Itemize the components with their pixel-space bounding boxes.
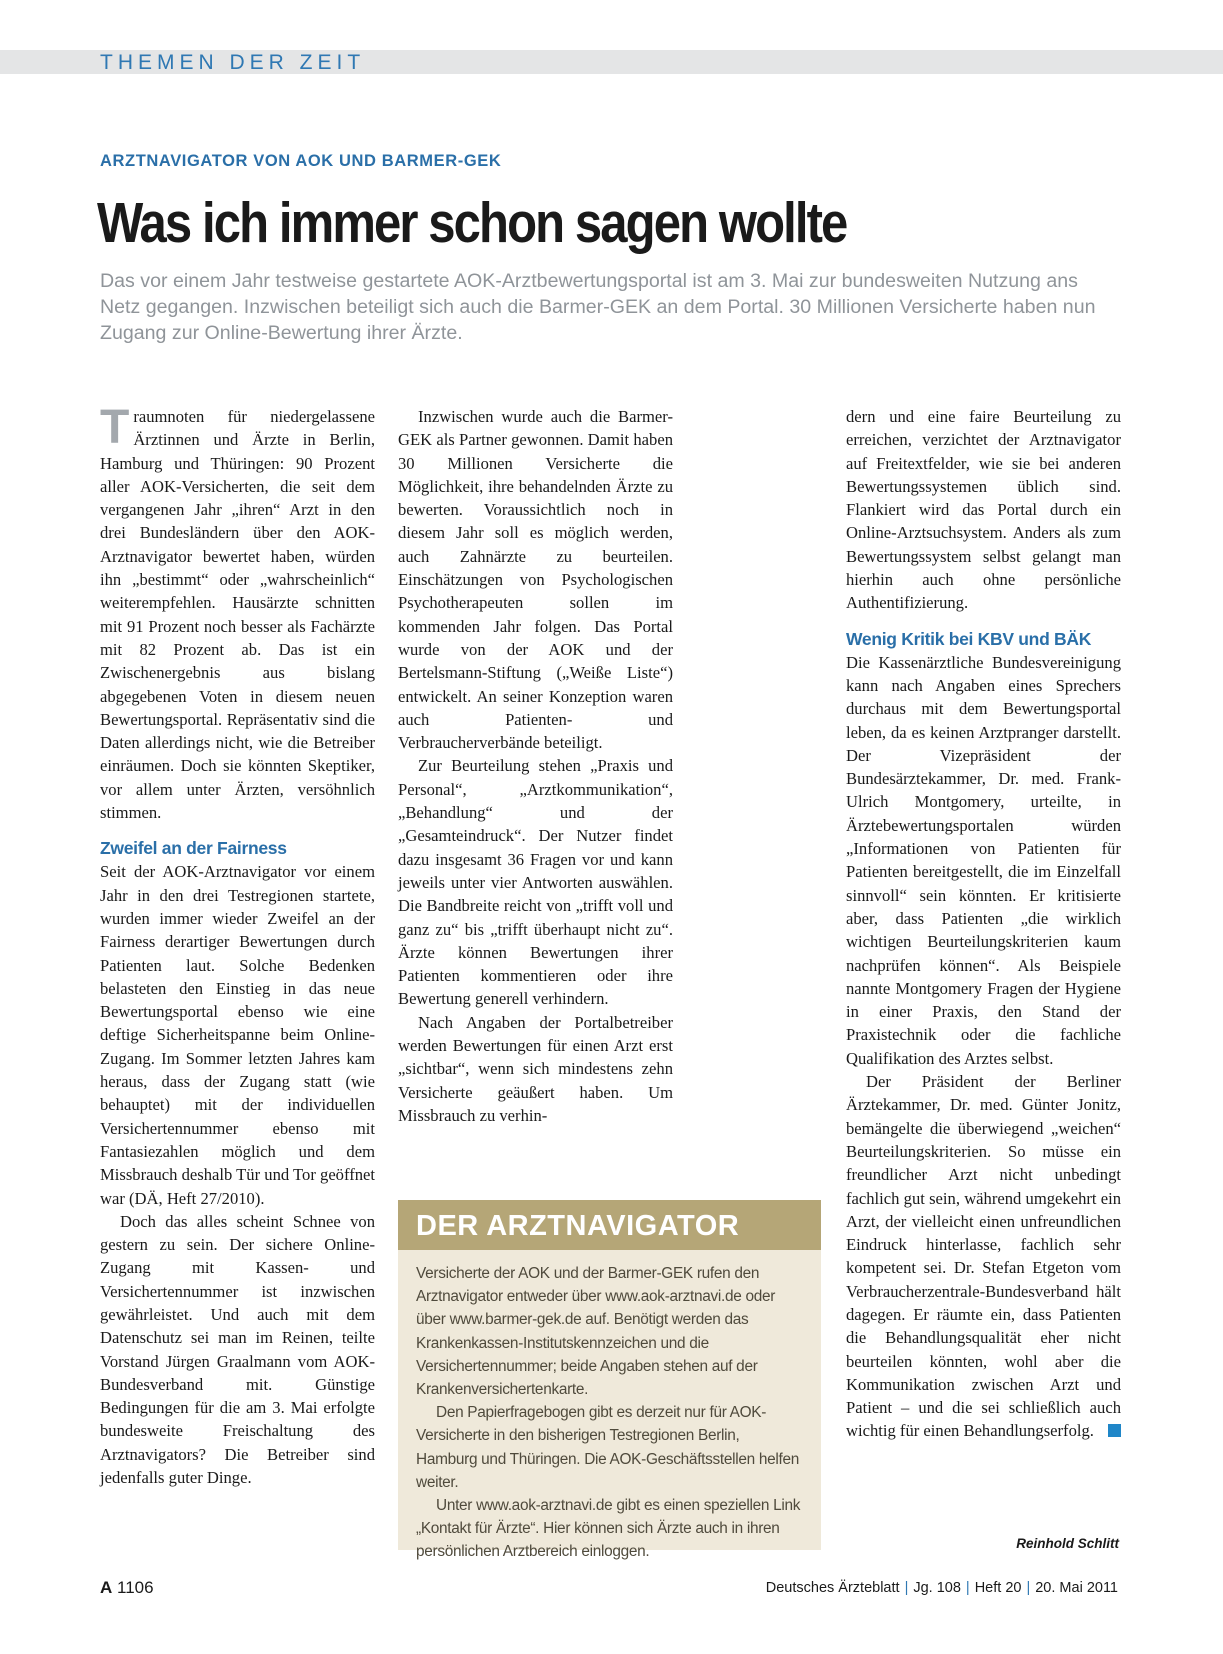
- info-box-paragraph: Den Papierfragebogen gibt es derzeit nur für AOK-Versicherte in den bisherigen Testregionen Berlin, Hamburg und Thüringen. Die AOK-Geschäftsstellen helfen weiter.: [416, 1404, 800, 1491]
- separator: |: [904, 1580, 909, 1596]
- article-kicker: ARZTNAVIGATOR VON AOK UND BARMER-GEK: [100, 152, 502, 170]
- volume: Jg. 108: [913, 1580, 961, 1596]
- paragraph: dern und eine faire Beurteilung zu erreichen, verzichtet der Arztnavigator auf Freitextfelder, wie sie bei anderen Bewertungssystemen üblich sind. Flankiert wird das Portal durch ein Online-Arztsuchsystem. Anders als zum Bewertungssystem selbst gelangt man hierhin auch ohne persönliche Authentifizierung.: [846, 407, 1121, 613]
- page-number-value: 1106: [117, 1578, 154, 1597]
- journal-name: Deutsches Ärzteblatt: [765, 1580, 900, 1596]
- article-headline: Was ich immer schon sagen wollte: [97, 191, 847, 255]
- paragraph: Doch das alles scheint Schnee von gestern zu sein. Der sichere Online-Zugang mit Kassen- und Versichertennummer ist inzwischen gewährleistet. Und auch mit dem Datenschutz sei man im Reinen, teilte Vorstand Jürgen Graalmann vom AOK-Bundesverband mit. Günstige Bedingungen für die am 3. Mai erfolgte bundesweite Freischaltung des Arztnavigators? Die Betreiber sind jedenfalls guter Dinge.: [100, 1211, 375, 1488]
- separator: |: [965, 1580, 970, 1596]
- text-column-3: [846, 405, 1121, 1443]
- issue-date: 20. Mai 2011: [1035, 1580, 1118, 1596]
- paragraph-text: raumnoten für niedergelassene Ärztinnen und Ärzte in Berlin, Hamburg und Thüringen: 90 Prozent aller AOK-Versicherten, die seit dem vergangenen Jahr „ihren“ Arzt in den drei Bundesländern über den AOK-Arztnavigator bewertet haben, würden ihn „bestimmt“ oder „wahrscheinlich“ weiterempfehlen. Hausärzte schnitten mit 91 Prozent noch besser als Fachärzte mit 82 Prozent ab. Das ist ein Zwischenergebnis aus bislang abgegebenen Voten in diesem neuen Bewertungsportal. Repräsentativ sind die Daten allerdings nicht, wie die Betreiber einräumen. Doch sie könnten Skeptiker, vor allem unter Ärzten, versöhnlich stimmen.: [100, 407, 375, 823]
- text-column-1: [100, 401, 375, 1489]
- info-box-title: DER ARZTNAVIGATOR: [398, 1200, 821, 1250]
- paragraph: Inzwischen wurde auch die Barmer-GEK als Partner gewonnen. Damit haben 30 Millionen Versicherte die Möglichkeit, ihre behandelnden Ärzte zu bewerten. Voraussichtlich noch in diesem Jahr soll es möglich werden, auch Zahnärzte zu beurteilen. Einschätzungen von Psychologischen Psychotherapeuten sollen im kommenden Jahr folgen. Das Portal wurde von der AOK und der Bertelsmann-Stiftung („Weiße Liste“) entwickelt. An seiner Konzeption waren auch Patienten- und Verbraucherverbände beteiligt.: [398, 407, 673, 753]
- paragraph-text: Der Präsident der Berliner Ärztekammer, Dr. med. Günter Jonitz, bemängelte die überwiegend „weichen“ Beurteilungskriterien. So müsse ein freundlicher Arzt nicht unbedingt fachlich gut sein, während umgekehrt ein Arzt, der vielleicht einen unfreundlichen Eindruck hinterlasse, fachlich sehr kompetent sei. Dr. Stefan Etgeton vom Verbraucherzentrale-Bundesverband hält dagegen. Er räumte ein, dass Patienten die Behandlungsqualität eher nicht beurteilen könnten, wohl aber die Kommunikation zwischen Arzt und Patient – und die sei schließlich auch wichtig für einen Behandlungserfolg.: [846, 1072, 1121, 1441]
- separator: |: [1026, 1580, 1031, 1596]
- footer-citation: [766, 1580, 1118, 1596]
- drop-cap: T: [100, 401, 130, 454]
- article-lead: Das vor einem Jahr testweise gestartete AOK-Arztbewertungsportal ist am 3. Mai zur bundesweiten Nutzung ans Netz gegangen. Inzwischen beteiligt sich auch die Barmer-GEK an dem Portal. 30 Millionen Versicherte haben nun Zugang zur Online-Bewertung ihrer Ärzte.: [100, 270, 1096, 344]
- issue: Heft 20: [974, 1580, 1022, 1596]
- info-box-paragraph: Versicherte der AOK und der Barmer-GEK rufen den Arztnavigator entweder über www.aok-arztnavi.de oder über www.barmer-gek.de auf. Benötigt werden das Krankenkassen-Institutskennzeichen und die Versichertennummer; beide Angaben stehen auf der Krankenversichertenkarte.: [416, 1265, 776, 1399]
- paragraph: [100, 401, 375, 824]
- subheading-fairness: Zweifel an der Fairness: [100, 838, 287, 859]
- paragraph: Die Kassenärztliche Bundesvereinigung kann nach Angaben eines Sprechers durchaus mit dem Bewertungsportal leben, da es keinen Arztpranger darstellt. Der Vizepräsident der Bundesärztekammer, Dr. med. Frank-Ulrich Montgomery, urteilte, in Ärztebewertungsportalen würden „Informationen von Patienten für Patienten bereitgestellt, die im Einzelfall sinnvoll“ sein könnten. Er kritisierte aber, dass Patienten „die wirklich wichtigen Beurteilungskriterien kaum nachprüfen können“. Als Beispiele nannte Montgomery Fragen der Hygiene in einer Praxis, den Stand der Praxistechnik oder die fachliche Qualifikation des Arztes selbst.: [846, 652, 1121, 1068]
- info-box-body: [398, 1250, 821, 1564]
- page-number: [100, 1578, 154, 1598]
- end-of-article-icon: [1108, 1424, 1121, 1437]
- paragraph: Seit der AOK-Arztnavigator vor einem Jahr in den drei Testregionen startete, wurden immer wieder Zweifel an der Fairness derartiger Bewertungen durch Patienten laut. Solche Bedenken belasteten den Einstieg in das neue Bewertungsportal ebenso wie eine deftige Sicherheitspanne beim Online-Zugang. Im Sommer letzten Jahres kam heraus, dass der Zugang statt (wie behauptet) mit der individuellen Versichertennummer ebenso mit Fantasiezahlen möglich und dem Missbrauch deshalb Tür und Tor geöffnet war (DÄ, Heft 27/2010).: [100, 862, 375, 1208]
- info-box-paragraph: Unter www.aok-arztnavi.de gibt es einen speziellen Link „Kontakt für Ärzte“. Hier können sich Ärzte auch in ihren persönlichen Arztbereich einloggen.: [416, 1497, 801, 1561]
- section-label: THEMEN DER ZEIT: [100, 51, 366, 74]
- info-box: [398, 1200, 821, 1561]
- subheading-kbv-baek: Wenig Kritik bei KBV und BÄK: [846, 628, 1092, 649]
- paragraph: Zur Beurteilung stehen „Praxis und Personal“, „Arztkommunikation“, „Behandlung“ und der „Gesamteindruck“. Der Nutzer findet dazu insgesamt 36 Fragen vor und kann jeweils unter vier Antworten auswählen. Die Bandbreite reicht von „trifft voll und ganz zu“ bis „trifft überhaupt nicht zu“. Ärzte können Bewertungen ihrer Patienten kommentieren oder ihre Bewertung generell verhindern.: [398, 756, 673, 1009]
- paragraph: Nach Angaben der Portalbetreiber werden Bewertungen für einen Arzt erst „sichtbar“, wenn sich mindestens zehn Versicherte geäußert haben. Um Missbrauch zu verhin-: [398, 1012, 673, 1125]
- author-name: Reinhold Schlitt: [1016, 1536, 1119, 1551]
- page-letter: A: [100, 1578, 113, 1597]
- paragraph: [846, 1070, 1121, 1443]
- text-column-2: [398, 405, 673, 1127]
